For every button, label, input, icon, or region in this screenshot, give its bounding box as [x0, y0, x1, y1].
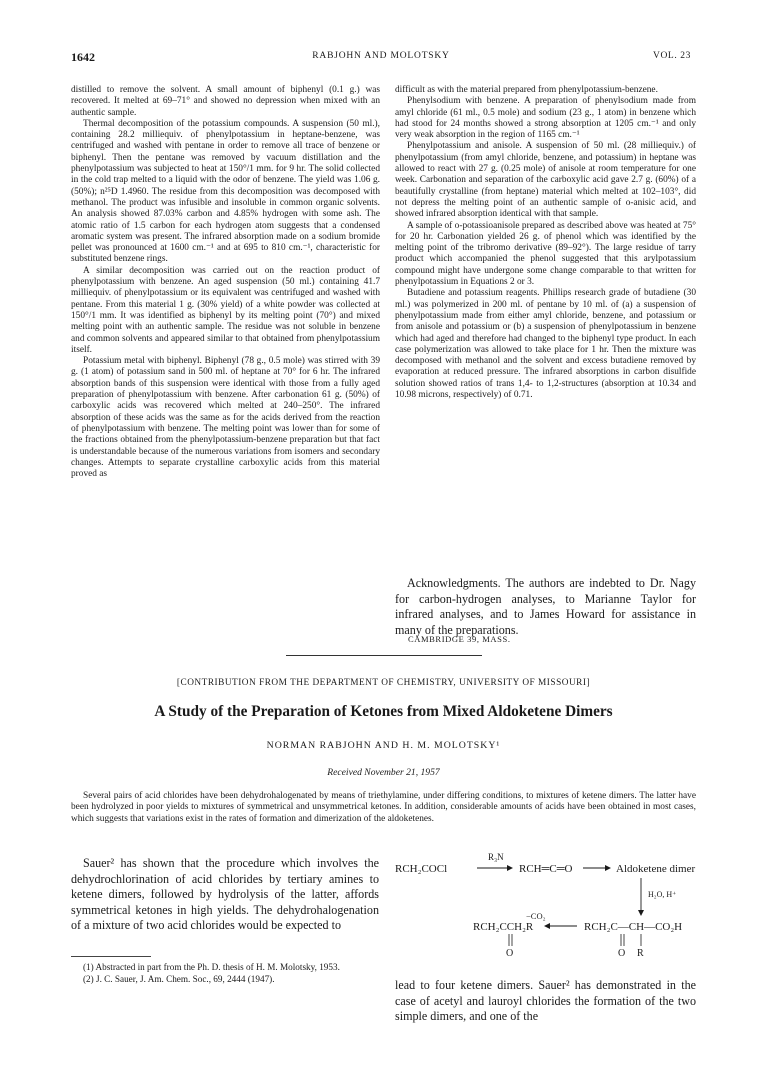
- abstract: [71, 791, 696, 825]
- ketene-label: RCH═C═O: [519, 863, 573, 875]
- dimer-label: Aldoketene dimer: [616, 863, 696, 875]
- section-divider: [286, 655, 482, 656]
- paragraph: Potassium metal with biphenyl. Biphenyl (78 g., 0.5 mole) was stirred with 39 g. (1 atom) of potassium sand in 500 ml. of heptane at 70° for 6 hr. The infrared absorption bands of this suspension were identical with those from a fully aged preparation of phenylpotassium with benzene. After carbonation 61 g. (50%) of carboxylic acids was recovered which melted at 240–250°. The infrared absorption of these acids was the same as for the acids derived from the reaction of phenylpotassium with benzene. The melting point was lower than for some of the fractions obtained from the phenylpotassium-benzene preparation but that fact is understandable because of the numerous variations from isomers and secondary changes. Attempts to separate crystalline carboxylic acids from this material proved as: [71, 356, 380, 480]
- received-date: Received November 21, 1957: [327, 767, 440, 778]
- page-header: [71, 50, 691, 68]
- paragraph: Phenylsodium with benzene. A preparation of phenylsodium made from amyl chloride (61 ml., 0.5 mole) and sodium (23 g., 1 atom) in benzene which had stood for 24 months showed a strong absorption at 1205 cm.⁻¹ and only very weak absorption in the region of 1165 cm.⁻¹: [395, 96, 696, 141]
- body-right: lead to four ketene dimers. Sauer² has demonstrated in the case of acetyl and lauroyl chlorides the formation of the two simple dimers, and one of the: [395, 978, 696, 1023]
- ketone-label: RCH₂CCH₂R: [473, 921, 534, 933]
- paragraph: difficult as with the material prepared from phenylpotassium-benzene.: [395, 85, 658, 95]
- author-line: NORMAN RABJOHN AND H. M. MOLOTSKY¹: [266, 740, 501, 751]
- hydrolysis-label: H₂O, H⁺: [648, 890, 677, 899]
- footnote: (1) Abstracted in part from the Ph. D. thesis of H. M. Molotsky, 1953.: [83, 962, 340, 972]
- arrow-head: [605, 865, 611, 871]
- acknowledgments: Acknowledgments. The authors are indebted to Dr. Nagy for carbon-hydrogen analyses, to Marianne Taylor for infrared analyses, and to James Howard for assistance in many of the preparations.: [395, 576, 696, 637]
- reactant-label: RCH₂COCl: [395, 863, 448, 875]
- paragraph: A similar decomposition was carried out on the reaction product of phenylpotassium with benzene. An aged suspension (50 ml.) containing 41.7 milliequiv. of phenylpotassium or its equivalent was centrifuged and washed with pentane. From this material 1 g. (30% yield) of a white powder was collected at 150°/1 mm. It was identified as biphenyl by its melting point (70°) and mixed melting point with an authentic sample. The residue was not soluble in benzene and common solvents and appeared similar to that obtained from phenylpotassium itself.: [71, 265, 380, 355]
- oxygen-label: O: [618, 948, 626, 959]
- footnotes: [71, 962, 379, 987]
- left-column: [71, 85, 380, 480]
- arrow-head: [638, 910, 644, 916]
- body-left: [71, 856, 379, 934]
- minus-co2-label: −CO₂: [526, 911, 546, 921]
- reagent-label: R₃N: [488, 852, 504, 862]
- paragraph: Phenylpotassium and anisole. A suspension of 50 ml. (28 milliequiv.) of phenylpotassium (from amyl chloride, benzene, and potassium) in heptane was allowed to react with 27 g. (0.25 mole) of anisole at room temperature for one week. Carbonation and separation of the carboxylic acid gave 2.7 g. (60%) of a beautifully crystalline (from heptane) material which melted at 102–103°, did not depress the melting point of an authentic sample of o-anisic acid, and showed infrared absorption identical with that sample.: [395, 141, 696, 220]
- paragraph: Thermal decomposition of the potassium compounds. A suspension (50 ml.), containing 28.2 milliequiv. of phenylpotassium in heptane-benzene, was centrifuged and washed with pentane in order to remove all trace of benzene or biphenyl. Then the pentane was removed by vacuum distillation and the phenylpotassium was subjected to heat at 150°/1 mm. for 9 hr. The solid collected in the cold trap melted to a liquid with the odor of benzene. The yield was 1.06 g. (50%); n²⁵D 1.4960. The residue from this decomposition was decomposed with methanol. The product was infusible and insoluble in common organic solvents. An analysis showed 87.03% carbon and 4.85% hydrogen with some ash. The atomic ratio of 1.5 carbon for each hydrogen atom suggests that a condensed aromatic system was present. The infrared absorption made on a sodium bromide pellet was pronounced at 1600 cm.⁻¹ and at 695 to 810 cm.⁻¹, characteristic for substituted benzene rings.: [71, 118, 380, 265]
- oxygen-label: O: [506, 948, 514, 959]
- paragraph: A sample of o-potassioanisole prepared as described above was heated at 75° for 20 hr. Carbonation yielded 26 g. of phenol which was identified by the melting point of the tribromo derivative (89–92°). The large residue of tarry product which accompanied the phenol suggested that this arylpotassium compound might have undergone some change comparable to that written for phenylpotassium in Equations 2 or 3.: [395, 220, 696, 288]
- body-paragraph: Sauer² has shown that the procedure which involves the dehydrochlorination of acid chlorides by tertiary amines to ketene dimers, followed by hydrolysis of the latter, affords symmetrical ketones in high yields. The dehydrohalogenation of a mixture of two acid chlorides would be expected to: [71, 856, 379, 932]
- volume-label: VOL. 23: [653, 51, 691, 61]
- paragraph: Butadiene and potassium reagents. Phillips research grade of butadiene (30 ml.) was polymerized in 200 ml. of pentane by 10 ml. of (a) a suspension of phenylpotassium made from either amyl chloride, benzene, and potassium or from anisole and potassium or (b) a suspension of phenylpotassium in benzene which had aged and therefore had changed to the biphenyl type product. In each case polymerization was allowed to take place for 1 hr. Then the mixture was decomposed with methanol and the solvent and excess butadiene removed by evaporation at reduced pressure. The infrared absorptions in carbon disulfide solution showed ratios of trans 1,4- to 1,2-structures (absorption at 10.34 and 10.98 microns, respectively) of 0.71.: [395, 288, 696, 401]
- footnote-rule: [71, 956, 151, 957]
- page-number: 1642: [71, 50, 95, 64]
- right-column: [395, 85, 696, 401]
- reaction-scheme: [395, 848, 705, 968]
- r-group-label: R: [637, 948, 644, 959]
- arrow-head: [544, 923, 550, 929]
- abstract-text: Several pairs of acid chlorides have been dehydrohalogenated by means of triethylamine, under differing conditions, to mixtures of ketene dimers. The latter have been hydrolyzed in poor yields to mixtures of symmetrical and unsymmetrical ketones. In addition, considerable amounts of acids have been obtained in most cases, which suggests that variations exist in the rates of formation and dimerization of the aldoketenes.: [71, 791, 696, 824]
- institution-line: [CONTRIBUTION FROM THE DEPARTMENT OF CHEMISTRY, UNIVERSITY OF MISSOURI]: [176, 678, 591, 688]
- paragraph: distilled to remove the solvent. A small amount of biphenyl (0.1 g.) was recovered. It melted at 69–71° and showed no depression when mixed with an authentic sample.: [71, 85, 380, 118]
- location: CAMBRIDGE 39, MASS.: [408, 634, 511, 644]
- article-title: A Study of the Preparation of Ketones from Mixed Aldoketene Dimers: [154, 703, 613, 720]
- running-title: RABJOHN AND MOLOTSKY: [312, 51, 450, 61]
- footnote: (2) J. C. Sauer, J. Am. Chem. Soc., 69, 2444 (1947).: [83, 974, 275, 985]
- acid-label: RCH₂C—CH—CO₂H: [584, 921, 683, 933]
- arrow-head: [507, 865, 513, 871]
